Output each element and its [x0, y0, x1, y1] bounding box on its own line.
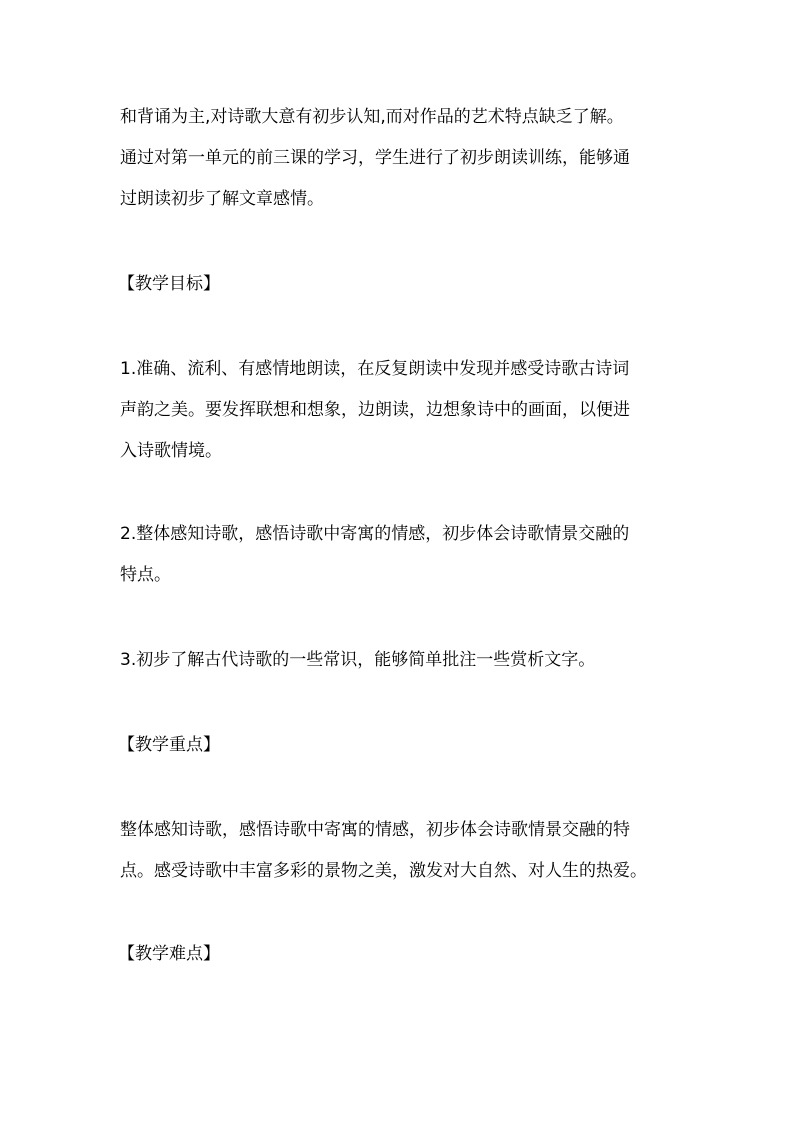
objective-2-line-2: 特点。 — [120, 565, 171, 585]
intro-line-1: 和背诵为主,对诗歌大意有初步认知,而对作品的艺术特点缺乏了解。 — [120, 107, 624, 127]
heading-teaching-objectives: 【教学目标】 — [118, 274, 220, 294]
objective-2-line-1: 2.整体感知诗歌，感悟诗歌中寄寓的情感，初步体会诗歌情景交融的 — [120, 524, 630, 544]
heading-teaching-key-points: 【教学重点】 — [118, 735, 220, 755]
objective-1-line-1: 1.准确、流利、有感情地朗读，在反复朗读中发现并感受诗歌古诗词 — [120, 359, 630, 379]
intro-line-2: 通过对第一单元的前三课的学习，学生进行了初步朗读训练，能够通 — [120, 148, 630, 168]
objective-1-line-2: 声韵之美。要发挥联想和想象，边朗读，边想象诗中的画面，以便进 — [120, 400, 630, 420]
key-points-line-2: 点。感受诗歌中丰富多彩的景物之美，激发对大自然、对人生的热爱。 — [120, 861, 647, 881]
objective-1-line-3: 入诗歌情境。 — [120, 441, 222, 461]
key-points-line-1: 整体感知诗歌，感悟诗歌中寄寓的情感，初步体会诗歌情景交融的特 — [120, 820, 630, 840]
heading-teaching-difficulties: 【教学难点】 — [118, 944, 220, 964]
objective-3-line-1: 3.初步了解古代诗歌的一些常识，能够简单批注一些赏析文字。 — [120, 650, 596, 670]
intro-line-3: 过朗读初步了解文章感情。 — [120, 189, 324, 209]
